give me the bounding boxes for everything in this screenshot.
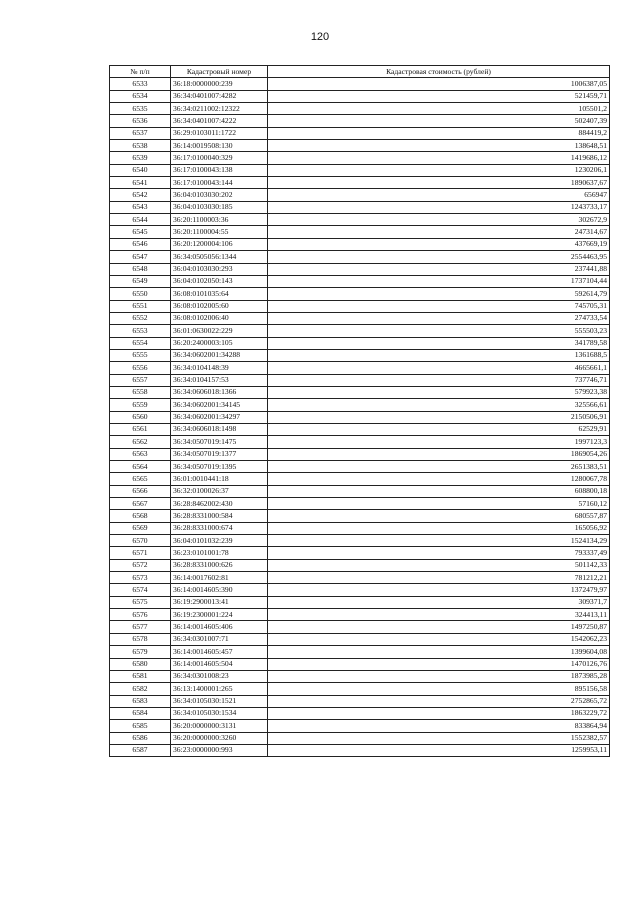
table-row: [110, 325, 610, 337]
table-row: [110, 744, 610, 756]
table-row: [110, 522, 610, 534]
row-number-cell: 6543: [110, 201, 171, 213]
table-row: [110, 436, 610, 448]
cadastral-number-cell: 36:20:1100003:36: [171, 214, 268, 226]
cadastral-value-cell: 105501,2: [268, 103, 610, 115]
row-number-cell: 6561: [110, 423, 171, 435]
cadastral-number-cell: 36:17:0100040:329: [171, 152, 268, 164]
table-row: [110, 584, 610, 596]
cadastral-value-cell: 781212,21: [268, 572, 610, 584]
cadastral-value-cell: 57160,12: [268, 498, 610, 510]
cadastral-number-cell: 36:34:0105030:1521: [171, 695, 268, 707]
header-row: [110, 66, 610, 78]
table-row: [110, 695, 610, 707]
cadastral-value-cell: 325566,61: [268, 399, 610, 411]
cadastral-value-cell: 1230206,1: [268, 164, 610, 176]
cadastral-value-table: [109, 65, 610, 757]
column-header-number: № п/п: [110, 66, 171, 78]
cadastral-value-cell: 1997123,3: [268, 436, 610, 448]
row-number-cell: 6535: [110, 103, 171, 115]
table-row: [110, 535, 610, 547]
row-number-cell: 6533: [110, 78, 171, 90]
table-body: [110, 78, 610, 757]
cadastral-number-cell: 36:34:0211002:12322: [171, 103, 268, 115]
table-row: [110, 362, 610, 374]
cadastral-value-cell: 521459,71: [268, 90, 610, 102]
cadastral-value-cell: 1006387,05: [268, 78, 610, 90]
cadastral-number-cell: 36:34:0401007:4222: [171, 115, 268, 127]
table-row: [110, 300, 610, 312]
cadastral-number-cell: 36:34:0505056:1344: [171, 251, 268, 263]
table-row: [110, 152, 610, 164]
cadastral-value-cell: 2150506,91: [268, 411, 610, 423]
cadastral-number-cell: 36:20:0000000:3260: [171, 732, 268, 744]
cadastral-number-cell: 36:14:0017602:81: [171, 572, 268, 584]
row-number-cell: 6546: [110, 238, 171, 250]
row-number-cell: 6572: [110, 559, 171, 571]
cadastral-number-cell: 36:34:0401007:4282: [171, 90, 268, 102]
cadastral-number-cell: 36:04:0103030:293: [171, 263, 268, 275]
cadastral-number-cell: 36:34:0602001:34145: [171, 399, 268, 411]
table-row: [110, 707, 610, 719]
cadastral-number-cell: 36:08:0102006:40: [171, 312, 268, 324]
cadastral-number-cell: 36:20:1100004:55: [171, 226, 268, 238]
table-row: [110, 720, 610, 732]
table-row: [110, 349, 610, 361]
row-number-cell: 6549: [110, 275, 171, 287]
cadastral-value-cell: 1361688,5: [268, 349, 610, 361]
cadastral-value-cell: 592614,79: [268, 288, 610, 300]
table-row: [110, 498, 610, 510]
row-number-cell: 6586: [110, 732, 171, 744]
cadastral-value-cell: 608800,18: [268, 485, 610, 497]
table-row: [110, 238, 610, 250]
cadastral-value-cell: 2554463,95: [268, 251, 610, 263]
cadastral-number-cell: 36:28:8331000:626: [171, 559, 268, 571]
cadastral-value-cell: 309371,7: [268, 596, 610, 608]
cadastral-value-cell: 324413,11: [268, 609, 610, 621]
page-number: 120: [310, 31, 330, 43]
cadastral-value-cell: 579923,38: [268, 386, 610, 398]
cadastral-number-cell: 36:23:0000000:993: [171, 744, 268, 756]
cadastral-number-cell: 36:34:0602001:34288: [171, 349, 268, 361]
cadastral-value-cell: 62529,91: [268, 423, 610, 435]
cadastral-number-cell: 36:14:0014605:390: [171, 584, 268, 596]
table-row: [110, 732, 610, 744]
row-number-cell: 6570: [110, 535, 171, 547]
cadastral-number-cell: 36:14:0019508:130: [171, 140, 268, 152]
table-row: [110, 140, 610, 152]
row-number-cell: 6567: [110, 498, 171, 510]
row-number-cell: 6544: [110, 214, 171, 226]
cadastral-number-cell: 36:34:0301008:23: [171, 670, 268, 682]
cadastral-number-cell: 36:13:1400001:265: [171, 683, 268, 695]
cadastral-number-cell: 36:28:8331000:584: [171, 510, 268, 522]
cadastral-value-cell: 247314,67: [268, 226, 610, 238]
cadastral-number-cell: 36:18:0000000:239: [171, 78, 268, 90]
cadastral-value-cell: 274733,54: [268, 312, 610, 324]
cadastral-number-cell: 36:19:2300001:224: [171, 609, 268, 621]
table-row: [110, 386, 610, 398]
cadastral-number-cell: 36:34:0301007:71: [171, 633, 268, 645]
row-number-cell: 6554: [110, 337, 171, 349]
table-row: [110, 670, 610, 682]
cadastral-value-cell: 1280067,78: [268, 473, 610, 485]
table-row: [110, 226, 610, 238]
table-row: [110, 288, 610, 300]
row-number-cell: 6575: [110, 596, 171, 608]
table-row: [110, 164, 610, 176]
row-number-cell: 6536: [110, 115, 171, 127]
cadastral-value-cell: 1259953,11: [268, 744, 610, 756]
table-row: [110, 633, 610, 645]
table-row: [110, 448, 610, 460]
row-number-cell: 6556: [110, 362, 171, 374]
row-number-cell: 6584: [110, 707, 171, 719]
table-row: [110, 214, 610, 226]
row-number-cell: 6534: [110, 90, 171, 102]
cadastral-value-cell: 656947: [268, 189, 610, 201]
table-row: [110, 621, 610, 633]
row-number-cell: 6576: [110, 609, 171, 621]
cadastral-value-cell: 341789,58: [268, 337, 610, 349]
cadastral-value-cell: 237441,88: [268, 263, 610, 275]
table-row: [110, 201, 610, 213]
row-number-cell: 6559: [110, 399, 171, 411]
cadastral-number-cell: 36:34:0104148:39: [171, 362, 268, 374]
row-number-cell: 6579: [110, 646, 171, 658]
row-number-cell: 6553: [110, 325, 171, 337]
table-row: [110, 399, 610, 411]
table-row: [110, 423, 610, 435]
row-number-cell: 6539: [110, 152, 171, 164]
cadastral-value-cell: 2651383,51: [268, 461, 610, 473]
table-row: [110, 572, 610, 584]
row-number-cell: 6571: [110, 547, 171, 559]
row-number-cell: 6585: [110, 720, 171, 732]
cadastral-value-cell: 138648,51: [268, 140, 610, 152]
row-number-cell: 6568: [110, 510, 171, 522]
table-row: [110, 609, 610, 621]
row-number-cell: 6587: [110, 744, 171, 756]
column-header-cadastral-value: Кадастровая стоимость (рублей): [268, 66, 610, 78]
cadastral-value-cell: 1552382,57: [268, 732, 610, 744]
cadastral-number-cell: 36:01:0010441:18: [171, 473, 268, 485]
cadastral-number-cell: 36:04:0102050:143: [171, 275, 268, 287]
cadastral-number-cell: 36:28:8331000:674: [171, 522, 268, 534]
cadastral-number-cell: 36:20:1200004:106: [171, 238, 268, 250]
row-number-cell: 6563: [110, 448, 171, 460]
row-number-cell: 6541: [110, 177, 171, 189]
cadastral-number-cell: 36:23:0101001:78: [171, 547, 268, 559]
cadastral-number-cell: 36:20:2400003:105: [171, 337, 268, 349]
table-row: [110, 547, 610, 559]
cadastral-value-cell: 165056,92: [268, 522, 610, 534]
row-number-cell: 6552: [110, 312, 171, 324]
cadastral-value-cell: 737746,71: [268, 374, 610, 386]
cadastral-number-cell: 36:14:0014605:457: [171, 646, 268, 658]
cadastral-number-cell: 36:14:0014605:504: [171, 658, 268, 670]
cadastral-value-cell: 1873985,28: [268, 670, 610, 682]
cadastral-number-cell: 36:17:0100043:138: [171, 164, 268, 176]
row-number-cell: 6548: [110, 263, 171, 275]
row-number-cell: 6560: [110, 411, 171, 423]
row-number-cell: 6564: [110, 461, 171, 473]
table-row: [110, 596, 610, 608]
row-number-cell: 6577: [110, 621, 171, 633]
row-number-cell: 6545: [110, 226, 171, 238]
column-header-cadastral-number: Кадастровый номер: [171, 66, 268, 78]
row-number-cell: 6562: [110, 436, 171, 448]
row-number-cell: 6557: [110, 374, 171, 386]
cadastral-number-cell: 36:01:0630022:229: [171, 325, 268, 337]
cadastral-value-cell: 4665661,1: [268, 362, 610, 374]
cadastral-number-cell: 36:28:8462002:430: [171, 498, 268, 510]
row-number-cell: 6551: [110, 300, 171, 312]
row-number-cell: 6555: [110, 349, 171, 361]
cadastral-value-cell: 884419,2: [268, 127, 610, 139]
table-row: [110, 312, 610, 324]
cadastral-value-cell: 833864,94: [268, 720, 610, 732]
cadastral-number-cell: 36:29:0103011:1722: [171, 127, 268, 139]
row-number-cell: 6550: [110, 288, 171, 300]
row-number-cell: 6574: [110, 584, 171, 596]
table-row: [110, 127, 610, 139]
cadastral-number-cell: 36:04:0101032:239: [171, 535, 268, 547]
cadastral-number-cell: 36:14:0014605:406: [171, 621, 268, 633]
table-row: [110, 275, 610, 287]
cadastral-value-cell: 302672,9: [268, 214, 610, 226]
cadastral-value-cell: 1737104,44: [268, 275, 610, 287]
row-number-cell: 6558: [110, 386, 171, 398]
cadastral-value-cell: 2752865,72: [268, 695, 610, 707]
table-row: [110, 103, 610, 115]
row-number-cell: 6538: [110, 140, 171, 152]
table-row: [110, 189, 610, 201]
cadastral-number-cell: 36:04:0103030:202: [171, 189, 268, 201]
row-number-cell: 6542: [110, 189, 171, 201]
table-row: [110, 251, 610, 263]
cadastral-value-cell: 1470126,76: [268, 658, 610, 670]
cadastral-number-cell: 36:34:0606018:1498: [171, 423, 268, 435]
table-row: [110, 658, 610, 670]
table-row: [110, 473, 610, 485]
cadastral-number-cell: 36:32:0100026:37: [171, 485, 268, 497]
row-number-cell: 6582: [110, 683, 171, 695]
table-row: [110, 263, 610, 275]
table-row: [110, 646, 610, 658]
row-number-cell: 6540: [110, 164, 171, 176]
table-row: [110, 461, 610, 473]
cadastral-number-cell: 36:34:0507019:1395: [171, 461, 268, 473]
table-row: [110, 177, 610, 189]
cadastral-number-cell: 36:34:0104157:53: [171, 374, 268, 386]
cadastral-value-cell: 1890637,67: [268, 177, 610, 189]
cadastral-number-cell: 36:34:0606018:1366: [171, 386, 268, 398]
table-row: [110, 337, 610, 349]
table-row: [110, 510, 610, 522]
table-row: [110, 683, 610, 695]
cadastral-value-cell: 1419686,12: [268, 152, 610, 164]
cadastral-value-cell: 1399604,08: [268, 646, 610, 658]
cadastral-number-cell: 36:04:0103030:185: [171, 201, 268, 213]
cadastral-value-cell: 895156,58: [268, 683, 610, 695]
cadastral-number-cell: 36:34:0507019:1377: [171, 448, 268, 460]
cadastral-value-cell: 437669,19: [268, 238, 610, 250]
table-header: [110, 66, 610, 78]
cadastral-value-cell: 1863229,72: [268, 707, 610, 719]
cadastral-value-cell: 555503,23: [268, 325, 610, 337]
table-row: [110, 411, 610, 423]
cadastral-number-cell: 36:34:0507019:1475: [171, 436, 268, 448]
row-number-cell: 6580: [110, 658, 171, 670]
cadastral-value-cell: 1869054,26: [268, 448, 610, 460]
cadastral-number-cell: 36:19:2900013:41: [171, 596, 268, 608]
row-number-cell: 6581: [110, 670, 171, 682]
cadastral-value-cell: 1497250,87: [268, 621, 610, 633]
row-number-cell: 6565: [110, 473, 171, 485]
cadastral-number-cell: 36:08:0102005:60: [171, 300, 268, 312]
cadastral-number-cell: 36:17:0100043:144: [171, 177, 268, 189]
cadastral-number-cell: 36:20:0000000:3131: [171, 720, 268, 732]
cadastral-value-cell: 1372479,97: [268, 584, 610, 596]
cadastral-value-cell: 1524134,29: [268, 535, 610, 547]
row-number-cell: 6578: [110, 633, 171, 645]
cadastral-value-cell: 745705,31: [268, 300, 610, 312]
table-row: [110, 485, 610, 497]
cadastral-value-cell: 793337,49: [268, 547, 610, 559]
row-number-cell: 6569: [110, 522, 171, 534]
cadastral-value-cell: 1243733,17: [268, 201, 610, 213]
table-row: [110, 90, 610, 102]
table-row: [110, 78, 610, 90]
cadastral-number-cell: 36:34:0602001:34297: [171, 411, 268, 423]
row-number-cell: 6583: [110, 695, 171, 707]
table-row: [110, 115, 610, 127]
cadastral-value-cell: 501142,33: [268, 559, 610, 571]
cadastral-value-cell: 502407,39: [268, 115, 610, 127]
table-row: [110, 374, 610, 386]
cadastral-value-cell: 680557,87: [268, 510, 610, 522]
cadastral-number-cell: 36:34:0105030:1534: [171, 707, 268, 719]
row-number-cell: 6537: [110, 127, 171, 139]
cadastral-number-cell: 36:08:0101035:64: [171, 288, 268, 300]
row-number-cell: 6573: [110, 572, 171, 584]
cadastral-value-cell: 1542062,23: [268, 633, 610, 645]
row-number-cell: 6566: [110, 485, 171, 497]
table-row: [110, 559, 610, 571]
row-number-cell: 6547: [110, 251, 171, 263]
